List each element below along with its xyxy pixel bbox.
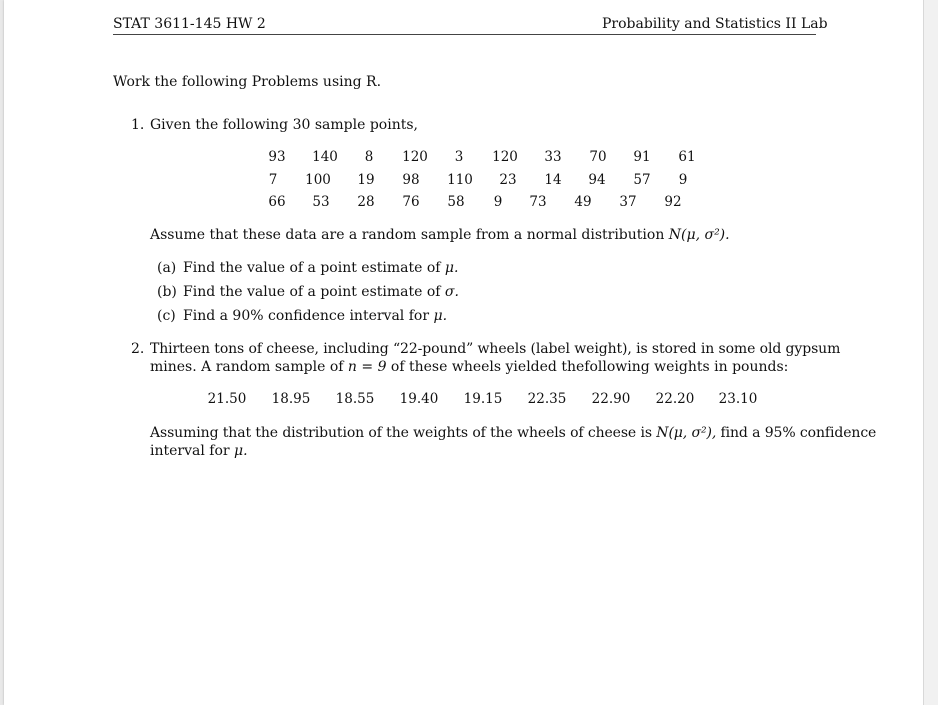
problem-2-line-2 bbox=[150, 359, 788, 376]
problem-2-sample-size: n = 9 bbox=[347, 359, 387, 375]
table-cell: 28 bbox=[357, 194, 375, 210]
problem-1-number: 1. bbox=[131, 117, 145, 133]
part-b-label: (b) bbox=[157, 284, 177, 300]
part-c-label: (c) bbox=[157, 308, 176, 324]
intro-text: Work the following Problems using R. bbox=[113, 74, 382, 90]
problem-2-assumption-suffix: find a 95% confidence bbox=[716, 425, 877, 441]
part-a-math: μ. bbox=[444, 260, 459, 276]
weight-value: 21.50 bbox=[207, 391, 247, 407]
problem-2-assumption-prefix: Assuming that the distribution of the weights of the wheels of cheese is bbox=[150, 425, 657, 441]
table-cell: 140 bbox=[312, 149, 338, 165]
table-cell: 33 bbox=[544, 149, 562, 165]
problem-2-assumption-line-2-prefix: interval for bbox=[150, 443, 235, 459]
table-cell: 8 bbox=[364, 149, 374, 165]
table-cell: 120 bbox=[492, 149, 518, 165]
problem-1-assumption bbox=[150, 227, 730, 244]
table-cell: 53 bbox=[312, 194, 330, 210]
weight-value: 19.15 bbox=[463, 391, 503, 407]
table-cell: 91 bbox=[633, 149, 651, 165]
table-cell: 3 bbox=[454, 149, 464, 165]
problem-2-assumption-line-2-math: μ. bbox=[234, 443, 248, 459]
weight-value: 22.20 bbox=[655, 391, 695, 407]
table-cell: 58 bbox=[447, 194, 465, 210]
problem-2-assumption bbox=[150, 425, 876, 442]
table-cell: 120 bbox=[402, 149, 428, 165]
table-cell: 61 bbox=[678, 149, 696, 165]
table-cell: 93 bbox=[268, 149, 286, 165]
table-cell: 23 bbox=[499, 172, 517, 188]
weight-value: 23.10 bbox=[718, 391, 758, 407]
weight-value: 22.35 bbox=[527, 391, 567, 407]
part-a-label: (a) bbox=[157, 260, 177, 276]
table-cell: 70 bbox=[589, 149, 607, 165]
table-cell: 9 bbox=[678, 172, 688, 188]
table-cell: 110 bbox=[447, 172, 473, 188]
part-b-text bbox=[183, 284, 459, 301]
table-cell: 14 bbox=[544, 172, 562, 188]
weight-value: 19.40 bbox=[399, 391, 439, 407]
table-cell: 94 bbox=[588, 172, 606, 188]
problem-2-number: 2. bbox=[131, 341, 145, 357]
viewer-gutter bbox=[923, 0, 938, 705]
problem-1-assumption-text: Assume that these data are a random sample from a normal distribution bbox=[150, 227, 669, 243]
part-a-text bbox=[183, 260, 458, 277]
header-left: STAT 3611-145 HW 2 bbox=[113, 16, 266, 32]
problem-2-assumption-line-2 bbox=[150, 443, 248, 460]
weight-value: 22.90 bbox=[591, 391, 631, 407]
table-cell: 19 bbox=[357, 172, 375, 188]
header-right: Probability and Statistics II Lab bbox=[602, 16, 828, 32]
table-cell: 9 bbox=[493, 194, 503, 210]
weight-value: 18.55 bbox=[335, 391, 375, 407]
part-c-text bbox=[183, 308, 447, 325]
problem-1-text: Given the following 30 sample points, bbox=[150, 117, 418, 133]
part-b-math: σ. bbox=[444, 284, 459, 300]
table-cell: 73 bbox=[529, 194, 547, 210]
weight-value: 18.95 bbox=[271, 391, 311, 407]
problem-1-assumption-math: N(μ, σ²). bbox=[668, 227, 730, 243]
table-cell: 37 bbox=[619, 194, 637, 210]
table-cell: 57 bbox=[633, 172, 651, 188]
table-cell: 76 bbox=[402, 194, 420, 210]
part-c-math: μ. bbox=[433, 308, 448, 324]
part-a-text-body: Find the value of a point estimate of bbox=[183, 260, 445, 276]
table-cell: 7 bbox=[268, 172, 278, 188]
header-rule bbox=[113, 34, 816, 35]
problem-2-line-2-prefix: mines. A random sample of bbox=[150, 359, 348, 375]
problem-2-line-2-suffix: of these wheels yielded thefollowing weights in pounds: bbox=[386, 359, 789, 375]
part-b-text-body: Find the value of a point estimate of bbox=[183, 284, 445, 300]
table-cell: 66 bbox=[268, 194, 286, 210]
table-cell: 98 bbox=[402, 172, 420, 188]
table-cell: 100 bbox=[305, 172, 331, 188]
table-cell: 49 bbox=[574, 194, 592, 210]
problem-2-assumption-math: N(μ, σ²), bbox=[656, 425, 717, 441]
table-cell: 92 bbox=[664, 194, 682, 210]
part-c-text-body: Find a 90% confidence interval for bbox=[183, 308, 434, 324]
problem-2-line-1: Thirteen tons of cheese, including “22-pound” wheels (label weight), is stored in some old gypsum bbox=[150, 341, 841, 357]
